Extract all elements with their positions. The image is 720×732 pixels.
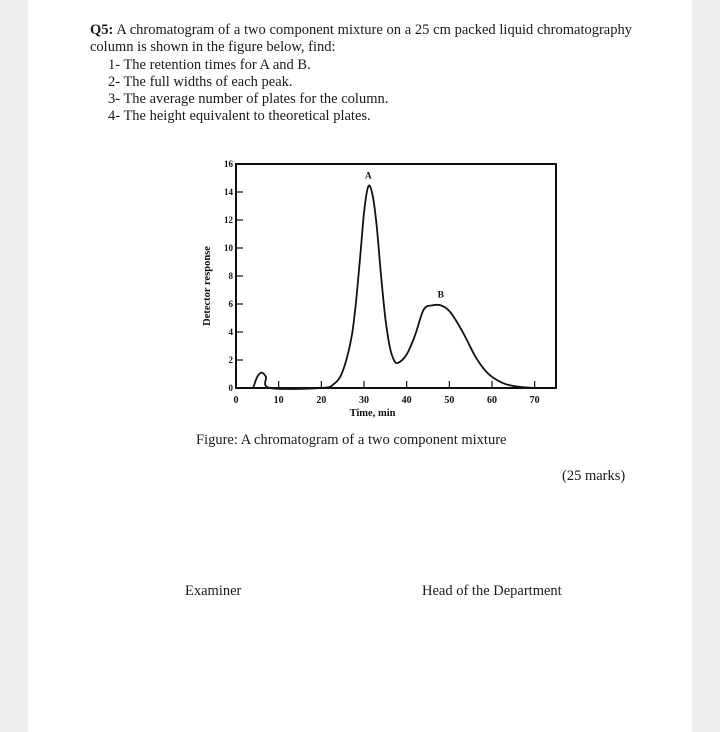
x-tick-label: 70 <box>529 395 540 406</box>
examiner-signature-label: Examiner <box>185 583 242 599</box>
chromatogram-chart <box>178 158 578 430</box>
peak-label-a: A <box>364 171 372 182</box>
peak-label-b: B <box>437 290 444 301</box>
exam-page <box>28 0 692 732</box>
question-text: A chromatogram of a two component mixture on a 25 cm packed liquid chromatography column is shown in the figure below, find: <box>90 22 632 55</box>
question-item-2: 2- The full widths of each peak. <box>108 74 293 90</box>
plot-frame <box>236 164 556 388</box>
y-tick-label: 0 <box>228 383 233 393</box>
question-item-1: 1- The retention times for A and B. <box>108 57 311 73</box>
marks-label: (25 marks) <box>562 468 626 484</box>
x-tick-label: 40 <box>401 395 412 406</box>
y-tick-label: 4 <box>228 327 233 337</box>
y-tick-label: 8 <box>228 271 233 281</box>
y-tick-label: 14 <box>224 187 233 197</box>
y-tick-label: 6 <box>228 299 233 309</box>
x-tick-label: 10 <box>273 395 284 406</box>
chromatogram-figure <box>178 158 578 435</box>
x-tick-label: 30 <box>359 395 369 406</box>
x-tick-label: 60 <box>487 395 497 406</box>
x-tick-label: 20 <box>316 395 327 406</box>
question-list <box>108 57 388 125</box>
x-tick-label: 50 <box>444 395 455 406</box>
detector-response-line <box>253 185 535 389</box>
head-of-department-label: Head of the Department <box>422 583 562 599</box>
question-item-3: 3- The average number of plates for the column. <box>108 91 389 107</box>
question-item-4: 4- The height equivalent to theoretical plates. <box>108 108 371 124</box>
question-number: Q5: <box>90 22 114 38</box>
y-tick-label: 2 <box>228 355 233 365</box>
x-tick-label: 0 <box>233 395 239 406</box>
y-axis-label: Detector response <box>202 246 213 326</box>
y-tick-label: 10 <box>224 243 233 253</box>
y-tick-label: 12 <box>224 215 233 225</box>
question-header <box>90 22 632 56</box>
x-axis-label: Time, min <box>349 408 396 419</box>
figure-caption: Figure: A chromatogram of a two component mixture <box>196 432 507 448</box>
y-tick-label: 16 <box>224 159 233 169</box>
